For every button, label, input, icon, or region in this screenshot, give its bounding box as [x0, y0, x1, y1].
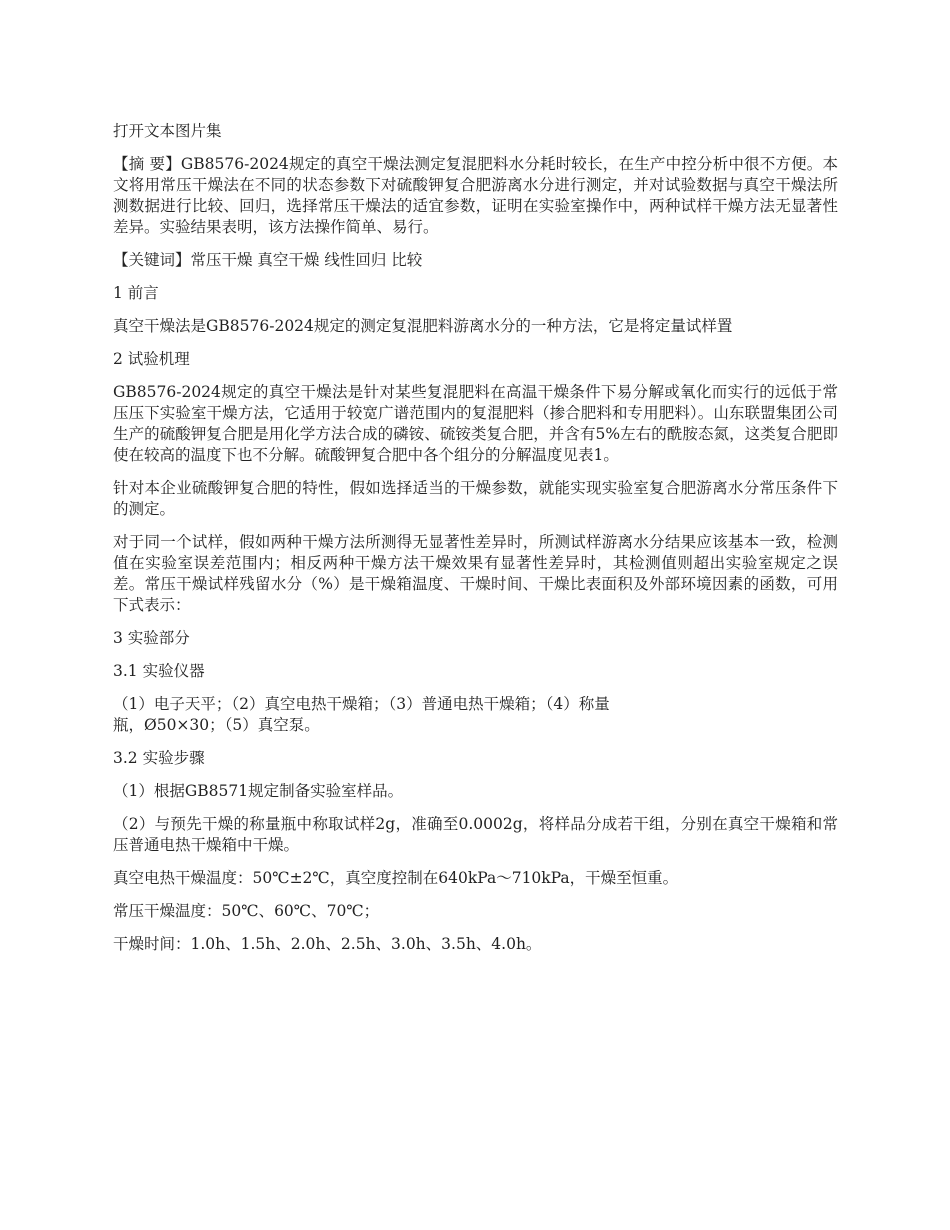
section-1-heading: 1 前言 [113, 284, 159, 302]
drying-time: 干燥时间：1.0h、1.5h、2.0h、2.5h、3.0h、3.5h、4.0h。 [113, 935, 542, 953]
vacuum-temperature: 真空电热干燥温度：50℃±2℃，真空度控制在640kPa～710kPa，干燥至恒重。 [113, 869, 679, 887]
step-2: （2）与预先干燥的称量瓶中称取试样2g，准确至0.0002g，将样品分成若干组，分别在真空干燥箱和常压普通电热干燥箱中干燥。 [113, 815, 838, 854]
instrument-list [113, 694, 838, 736]
keywords-paragraph: 【关键词】常压干燥 真空干燥 线性回归 比较 [113, 251, 423, 269]
section-3-1-heading: 3.1 实验仪器 [113, 662, 205, 680]
section-2-paragraph-3: 对于同一个试样，假如两种干燥方法所测得无显著性差异时，所测试样游离水分结果应该基本一致，检测值在实验室误差范围内；相反两种干燥方法干燥效果有显著性差异时，其检测值则超出实验室规定之误差。常压干燥试样残留水分（%）是干燥箱温度、干燥时间、干燥比表面积及外部环境因素的函数，可用下式表示： [113, 533, 838, 614]
document-title: 打开文本图片集 [113, 122, 222, 140]
section-2-paragraph-2: 针对本企业硫酸钾复合肥的特性，假如选择适当的干燥参数，就能实现实验室复合肥游离水分常压条件下的测定。 [113, 479, 838, 518]
abstract-paragraph: 【摘 要】GB8576-2024规定的真空干燥法测定复混肥料水分耗时较长，在生产中控分析中很不方便。本文将用常压干燥法在不同的状态参数下对硫酸钾复合肥游离水分进行测定，并对试验数据与真空干燥法所测数据进行比较、回归，选择常压干燥法的适宜参数，证明在实验室操作中，两种试样干燥方法无显著性差异。实验结果表明，该方法操作简单、易行。 [113, 155, 838, 236]
instrument-list-line-1: （1）电子天平；（2）真空电热干燥箱；（3）普通电热干燥箱；（4）称量 [113, 695, 610, 713]
section-2-heading: 2 试验机理 [113, 350, 190, 368]
section-3-2-heading: 3.2 实验步骤 [113, 749, 205, 767]
normal-temperature: 常压干燥温度：50℃、60℃、70℃； [113, 902, 380, 920]
section-3-heading: 3 实验部分 [113, 629, 190, 647]
section-1-paragraph: 真空干燥法是GB8576-2024规定的测定复混肥料游离水分的一种方法，它是将定量试样置 [113, 317, 733, 335]
document-page [113, 121, 838, 967]
instrument-list-line-2: 瓶，Ø50×30；（5）真空泵。 [113, 716, 320, 734]
step-1: （1）根据GB8571规定制备实验室样品。 [113, 782, 404, 800]
section-2-paragraph-1: GB8576-2024规定的真空干燥法是针对某些复混肥料在高温干燥条件下易分解或氧化而实行的远低于常压压下实验室干燥方法，它适用于较宽广谱范围内的复混肥料（掺合肥料和专用肥料）。山东联盟集团公司生产的硫酸钾复合肥是用化学方法合成的磷铵、硫铵类复合肥，并含有5%左右的酰胺态氮，这类复合肥即使在较高的温度下也不分解。硫酸钾复合肥中各个组分的分解温度见表1。 [113, 383, 838, 464]
